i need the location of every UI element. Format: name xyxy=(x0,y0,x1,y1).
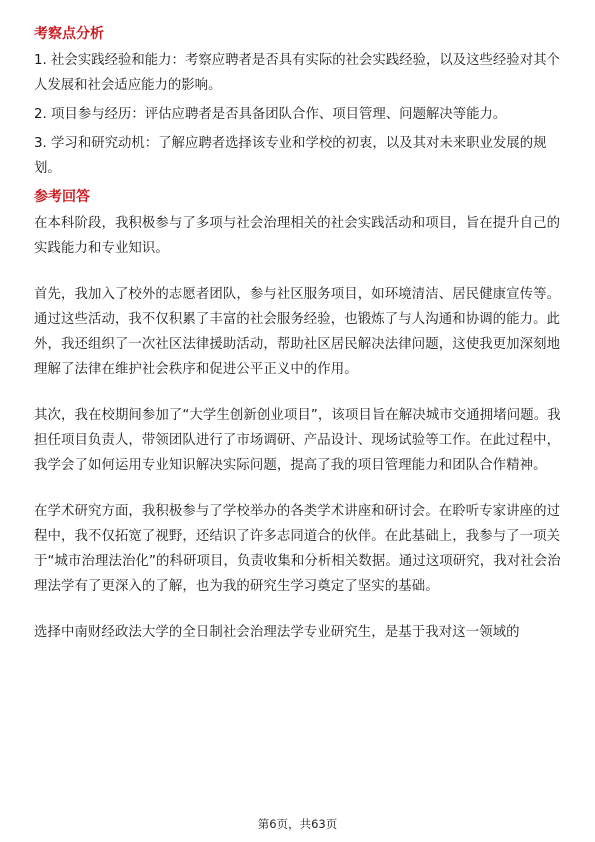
section-title-analysis: 考察点分析 xyxy=(34,26,104,42)
page-number: 第6页，共63页 xyxy=(257,817,338,831)
answer-paragraph-4: 在学术研究方面，我积极参与了学校举办的各类学术讲座和研讨会。在聆听专家讲座的过程中，我不仅拓宽了视野，还结识了许多志同道合的伙伴。在此基础上，我参与了一项关于“城市治理法治化”的科研项目，负责收集和分析相关数据。通过这项研究，我对社会治理法学有了更深入的了解，也为我的研究生学习奠定了坚实的基础。 xyxy=(34,504,561,594)
analysis-item-3: 3. 学习和研究动机：了解应聘者选择该专业和学校的初衷，以及其对未来职业发展的规划。 xyxy=(34,136,547,176)
analysis-item-2: 2. 项目参与经历：评估应聘者是否具备团队合作、项目管理、问题解决等能力。 xyxy=(34,107,507,122)
answer-paragraph-5: 选择中南财经政法大学的全日制社会治理法学专业研究生，是基于我对这一领域的 xyxy=(34,625,520,640)
page-content xyxy=(34,22,562,645)
answer-paragraph-1: 在本科阶段，我积极参与了多项与社会治理相关的社会实践活动和项目，旨在提升自己的实践能力和专业知识。 xyxy=(34,216,561,256)
analysis-item-1: 1. 社会实践经验和能力：考察应聘者是否具有实际的社会实践经验，以及这些经验对其个人发展和社会适应能力的影响。 xyxy=(34,53,560,93)
answer-paragraph-2: 首先，我加入了校外的志愿者团队，参与社区服务项目，如环境清洁、居民健康宣传等。通过这些活动，我不仅积累了丰富的社会服务经验，也锻炼了与人沟通和协调的能力。此外，我还组织了一次社区法律援助活动，帮助社区居民解决法律问题，这使我更加深刻地理解了法律在维护社会秩序和促进公平正义中的作用。 xyxy=(34,287,561,377)
answer-paragraph-3: 其次，我在校期间参加了“大学生创新创业项目”，该项目旨在解决城市交通拥堵问题。我担任项目负责人，带领团队进行了市场调研、产品设计、现场试验等工作。在此过程中，我学会了如何运用专业知识解决实际问题，提高了我的项目管理能力和团队合作精神。 xyxy=(34,408,561,473)
section-title-answer: 参考回答 xyxy=(34,189,90,205)
